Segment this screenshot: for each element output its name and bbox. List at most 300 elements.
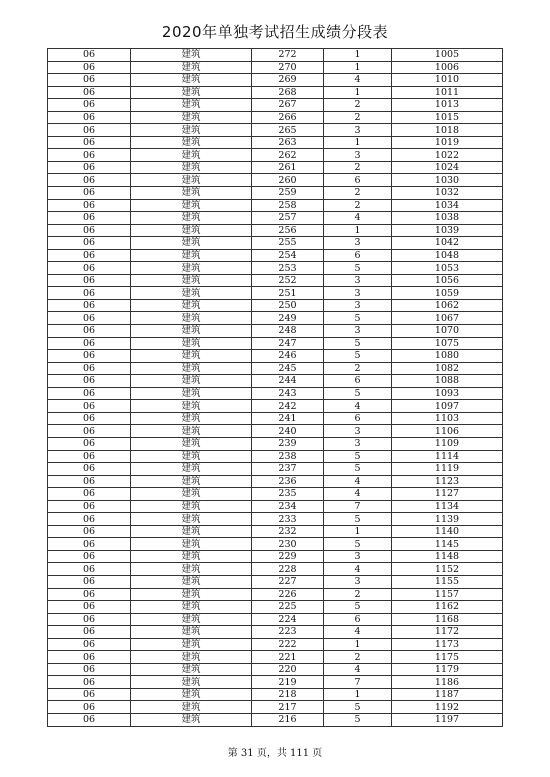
cumulative-cell: 1070 [392,325,503,338]
category-name-cell: 建筑 [131,262,252,275]
table-row [48,676,503,689]
count-cell: 4 [324,400,392,413]
table-row [48,362,503,375]
cumulative-cell: 1024 [392,161,503,174]
score-cell: 232 [252,525,324,538]
count-cell: 2 [324,111,392,124]
category-name-cell: 建筑 [131,626,252,639]
table-row [48,86,503,99]
score-cell: 218 [252,688,324,701]
category-name-cell: 建筑 [131,450,252,463]
category-code-cell: 06 [48,149,131,162]
table-row [48,187,503,200]
count-cell: 4 [324,663,392,676]
category-code-cell: 06 [48,713,131,726]
page-footer: 第 31 页，共 111 页 [227,748,323,759]
cumulative-cell: 1042 [392,237,503,250]
category-code-cell: 06 [48,136,131,149]
category-name-cell: 建筑 [131,299,252,312]
category-code-cell: 06 [48,337,131,350]
count-cell: 5 [324,713,392,726]
table-row [48,111,503,124]
category-code-cell: 06 [48,538,131,551]
score-cell: 217 [252,701,324,714]
table-row [48,375,503,388]
table-row [48,425,503,438]
category-name-cell: 建筑 [131,437,252,450]
score-cell: 245 [252,362,324,375]
cumulative-cell: 1038 [392,212,503,225]
category-name-cell: 建筑 [131,161,252,174]
score-cell: 246 [252,350,324,363]
score-cell: 269 [252,74,324,87]
count-cell: 7 [324,500,392,513]
cumulative-cell: 1175 [392,651,503,664]
cumulative-cell: 1162 [392,601,503,614]
count-cell: 2 [324,187,392,200]
category-code-cell: 06 [48,174,131,187]
cumulative-cell: 1157 [392,588,503,601]
table-row [48,538,503,551]
score-cell: 223 [252,626,324,639]
score-cell: 238 [252,450,324,463]
table-row [48,124,503,137]
count-cell: 6 [324,412,392,425]
score-cell: 260 [252,174,324,187]
score-cell: 225 [252,601,324,614]
count-cell: 2 [324,651,392,664]
category-name-cell: 建筑 [131,99,252,112]
category-name-cell: 建筑 [131,688,252,701]
count-cell: 5 [324,701,392,714]
score-cell: 237 [252,463,324,476]
cumulative-cell: 1139 [392,513,503,526]
score-cell: 233 [252,513,324,526]
table-row [48,161,503,174]
category-code-cell: 06 [48,124,131,137]
score-cell: 234 [252,500,324,513]
category-code-cell: 06 [48,111,131,124]
score-cell: 257 [252,212,324,225]
cumulative-cell: 1013 [392,99,503,112]
count-cell: 5 [324,538,392,551]
count-cell: 2 [324,99,392,112]
score-cell: 236 [252,475,324,488]
score-cell: 243 [252,387,324,400]
count-cell: 5 [324,312,392,325]
count-cell: 3 [324,274,392,287]
cumulative-cell: 1106 [392,425,503,438]
count-cell: 2 [324,199,392,212]
table-row [48,701,503,714]
table-row [48,337,503,350]
count-cell: 3 [324,437,392,450]
table-row [48,287,503,300]
table-row [48,274,503,287]
category-code-cell: 06 [48,651,131,664]
category-name-cell: 建筑 [131,212,252,225]
cumulative-cell: 1114 [392,450,503,463]
category-code-cell: 06 [48,626,131,639]
table-row [48,613,503,626]
count-cell: 5 [324,601,392,614]
category-code-cell: 06 [48,638,131,651]
table-row [48,212,503,225]
score-cell: 266 [252,111,324,124]
category-name-cell: 建筑 [131,538,252,551]
cumulative-cell: 1053 [392,262,503,275]
category-code-cell: 06 [48,601,131,614]
category-name-cell: 建筑 [131,563,252,576]
cumulative-cell: 1048 [392,249,503,262]
category-name-cell: 建筑 [131,199,252,212]
cumulative-cell: 1123 [392,475,503,488]
cumulative-cell: 1109 [392,437,503,450]
cumulative-cell: 1172 [392,626,503,639]
category-code-cell: 06 [48,375,131,388]
table-row [48,224,503,237]
category-code-cell: 06 [48,525,131,538]
count-cell: 4 [324,475,392,488]
table-row [48,488,503,501]
category-name-cell: 建筑 [131,400,252,413]
category-code-cell: 06 [48,274,131,287]
category-name-cell: 建筑 [131,387,252,400]
score-cell: 221 [252,651,324,664]
score-cell: 244 [252,375,324,388]
table-row [48,475,503,488]
cumulative-cell: 1093 [392,387,503,400]
category-code-cell: 06 [48,425,131,438]
score-cell: 230 [252,538,324,551]
cumulative-cell: 1019 [392,136,503,149]
count-cell: 1 [324,86,392,99]
category-name-cell: 建筑 [131,49,252,62]
count-cell: 3 [324,287,392,300]
category-name-cell: 建筑 [131,488,252,501]
table-row [48,299,503,312]
cumulative-cell: 1119 [392,463,503,476]
category-code-cell: 06 [48,350,131,363]
table-row [48,588,503,601]
table-row [48,563,503,576]
category-code-cell: 06 [48,74,131,87]
category-name-cell: 建筑 [131,676,252,689]
table-row [48,688,503,701]
category-code-cell: 06 [48,437,131,450]
table-row [48,450,503,463]
count-cell: 5 [324,337,392,350]
table-row [48,262,503,275]
cumulative-cell: 1134 [392,500,503,513]
cumulative-cell: 1056 [392,274,503,287]
cumulative-cell: 1022 [392,149,503,162]
score-cell: 265 [252,124,324,137]
count-cell: 3 [324,325,392,338]
table-row [48,412,503,425]
category-name-cell: 建筑 [131,136,252,149]
category-name-cell: 建筑 [131,425,252,438]
count-cell: 3 [324,299,392,312]
count-cell: 1 [324,61,392,74]
category-code-cell: 06 [48,287,131,300]
category-name-cell: 建筑 [131,550,252,563]
cumulative-cell: 1039 [392,224,503,237]
table-row [48,99,503,112]
category-code-cell: 06 [48,513,131,526]
cumulative-cell: 1103 [392,412,503,425]
category-name-cell: 建筑 [131,362,252,375]
category-code-cell: 06 [48,500,131,513]
cumulative-cell: 1010 [392,74,503,87]
category-name-cell: 建筑 [131,638,252,651]
category-code-cell: 06 [48,475,131,488]
table-row [48,74,503,87]
score-cell: 254 [252,249,324,262]
score-cell: 250 [252,299,324,312]
category-code-cell: 06 [48,212,131,225]
count-cell: 6 [324,613,392,626]
category-code-cell: 06 [48,550,131,563]
category-name-cell: 建筑 [131,463,252,476]
score-cell: 227 [252,575,324,588]
count-cell: 1 [324,638,392,651]
count-cell: 1 [324,688,392,701]
category-name-cell: 建筑 [131,74,252,87]
count-cell: 3 [324,575,392,588]
category-code-cell: 06 [48,488,131,501]
page-title: 2020年单独考试招生成绩分段表 [161,23,389,41]
table-row [48,49,503,62]
category-name-cell: 建筑 [131,713,252,726]
cumulative-cell: 1067 [392,312,503,325]
table-row [48,575,503,588]
category-code-cell: 06 [48,199,131,212]
score-cell: 267 [252,99,324,112]
count-cell: 5 [324,463,392,476]
category-name-cell: 建筑 [131,663,252,676]
cumulative-cell: 1187 [392,688,503,701]
category-name-cell: 建筑 [131,375,252,388]
score-cell: 216 [252,713,324,726]
count-cell: 5 [324,387,392,400]
category-name-cell: 建筑 [131,588,252,601]
score-cell: 272 [252,49,324,62]
score-table [47,48,503,727]
score-cell: 252 [252,274,324,287]
category-name-cell: 建筑 [131,325,252,338]
table-row [48,174,503,187]
count-cell: 4 [324,212,392,225]
category-code-cell: 06 [48,463,131,476]
category-code-cell: 06 [48,325,131,338]
category-code-cell: 06 [48,563,131,576]
category-name-cell: 建筑 [131,475,252,488]
score-cell: 228 [252,563,324,576]
table-row [48,550,503,563]
table-row [48,312,503,325]
category-code-cell: 06 [48,161,131,174]
score-cell: 263 [252,136,324,149]
score-cell: 270 [252,61,324,74]
table-row [48,199,503,212]
category-name-cell: 建筑 [131,500,252,513]
count-cell: 3 [324,550,392,563]
category-name-cell: 建筑 [131,337,252,350]
cumulative-cell: 1030 [392,174,503,187]
category-name-cell: 建筑 [131,312,252,325]
cumulative-cell: 1075 [392,337,503,350]
cumulative-cell: 1080 [392,350,503,363]
category-name-cell: 建筑 [131,124,252,137]
category-name-cell: 建筑 [131,525,252,538]
category-code-cell: 06 [48,663,131,676]
score-cell: 219 [252,676,324,689]
count-cell: 6 [324,375,392,388]
cumulative-cell: 1082 [392,362,503,375]
category-name-cell: 建筑 [131,412,252,425]
cumulative-cell: 1005 [392,49,503,62]
cumulative-cell: 1197 [392,713,503,726]
score-cell: 259 [252,187,324,200]
cumulative-cell: 1155 [392,575,503,588]
cumulative-cell: 1059 [392,287,503,300]
table-row [48,387,503,400]
score-cell: 242 [252,400,324,413]
category-code-cell: 06 [48,262,131,275]
table-row [48,713,503,726]
table-body [48,49,503,727]
table-row [48,400,503,413]
cumulative-cell: 1015 [392,111,503,124]
count-cell: 1 [324,136,392,149]
category-code-cell: 06 [48,412,131,425]
category-code-cell: 06 [48,249,131,262]
category-name-cell: 建筑 [131,350,252,363]
table-row [48,149,503,162]
count-cell: 5 [324,262,392,275]
table-row [48,61,503,74]
category-code-cell: 06 [48,61,131,74]
table-row [48,325,503,338]
table-row [48,651,503,664]
category-name-cell: 建筑 [131,575,252,588]
count-cell: 5 [324,350,392,363]
category-name-cell: 建筑 [131,613,252,626]
count-cell: 6 [324,249,392,262]
score-cell: 240 [252,425,324,438]
category-name-cell: 建筑 [131,174,252,187]
category-code-cell: 06 [48,86,131,99]
count-cell: 2 [324,161,392,174]
category-name-cell: 建筑 [131,249,252,262]
category-code-cell: 06 [48,362,131,375]
category-name-cell: 建筑 [131,274,252,287]
category-name-cell: 建筑 [131,601,252,614]
category-name-cell: 建筑 [131,187,252,200]
category-name-cell: 建筑 [131,287,252,300]
cumulative-cell: 1148 [392,550,503,563]
score-cell: 241 [252,412,324,425]
category-code-cell: 06 [48,400,131,413]
score-cell: 249 [252,312,324,325]
score-cell: 222 [252,638,324,651]
category-code-cell: 06 [48,688,131,701]
cumulative-cell: 1173 [392,638,503,651]
score-cell: 258 [252,199,324,212]
table-row [48,626,503,639]
category-code-cell: 06 [48,99,131,112]
count-cell: 4 [324,488,392,501]
category-code-cell: 06 [48,187,131,200]
category-name-cell: 建筑 [131,149,252,162]
table-row [48,350,503,363]
score-cell: 251 [252,287,324,300]
count-cell: 5 [324,450,392,463]
count-cell: 2 [324,362,392,375]
score-cell: 220 [252,663,324,676]
category-code-cell: 06 [48,676,131,689]
table-row [48,463,503,476]
cumulative-cell: 1006 [392,61,503,74]
count-cell: 3 [324,237,392,250]
score-cell: 253 [252,262,324,275]
cumulative-cell: 1011 [392,86,503,99]
category-name-cell: 建筑 [131,701,252,714]
category-name-cell: 建筑 [131,237,252,250]
category-name-cell: 建筑 [131,111,252,124]
cumulative-cell: 1018 [392,124,503,137]
count-cell: 1 [324,525,392,538]
score-cell: 226 [252,588,324,601]
category-code-cell: 06 [48,575,131,588]
score-cell: 248 [252,325,324,338]
count-cell: 4 [324,626,392,639]
table-row [48,136,503,149]
score-cell: 261 [252,161,324,174]
cumulative-cell: 1140 [392,525,503,538]
score-cell: 268 [252,86,324,99]
cumulative-cell: 1179 [392,663,503,676]
count-cell: 4 [324,74,392,87]
score-cell: 224 [252,613,324,626]
cumulative-cell: 1168 [392,613,503,626]
cumulative-cell: 1088 [392,375,503,388]
cumulative-cell: 1192 [392,701,503,714]
category-code-cell: 06 [48,701,131,714]
cumulative-cell: 1032 [392,187,503,200]
count-cell: 3 [324,425,392,438]
table-row [48,249,503,262]
category-code-cell: 06 [48,588,131,601]
category-code-cell: 06 [48,49,131,62]
cumulative-cell: 1127 [392,488,503,501]
score-cell: 235 [252,488,324,501]
table-row [48,525,503,538]
score-cell: 256 [252,224,324,237]
table-row [48,601,503,614]
category-name-cell: 建筑 [131,61,252,74]
category-code-cell: 06 [48,224,131,237]
table-row [48,663,503,676]
count-cell: 7 [324,676,392,689]
table-row [48,638,503,651]
category-code-cell: 06 [48,450,131,463]
cumulative-cell: 1186 [392,676,503,689]
score-cell: 262 [252,149,324,162]
cumulative-cell: 1152 [392,563,503,576]
count-cell: 3 [324,149,392,162]
